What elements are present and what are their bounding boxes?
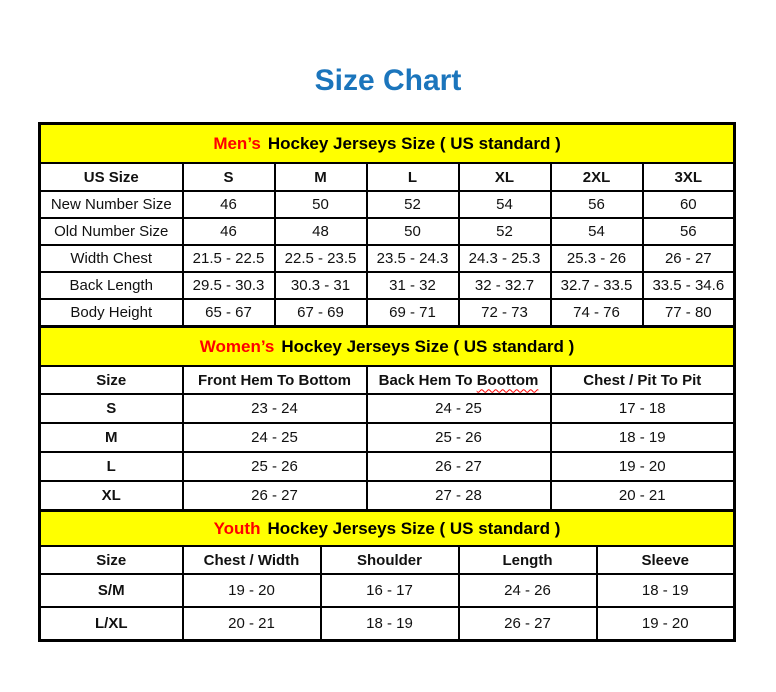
column-header-text: Back Hem To [378,371,473,389]
size-value-cell: 67 - 69 [275,299,367,327]
column-header: Chest / Width [183,546,321,574]
size-value-cell: 56 [551,191,643,218]
size-value-cell: 32.7 - 33.5 [551,272,643,299]
size-value-cell: 22.5 - 23.5 [275,245,367,272]
table-row [40,423,735,452]
size-value-cell: 48 [275,218,367,245]
size-value-cell: 72 - 73 [459,299,551,327]
womens-size-table [38,325,736,512]
size-value-cell: 20 - 21 [183,607,321,641]
column-header: S [183,163,275,191]
size-value-cell: 31 - 32 [367,272,459,299]
size-value-cell: 30.3 - 31 [275,272,367,299]
size-value-cell: 26 - 27 [643,245,735,272]
column-header: Shoulder [321,546,459,574]
mens-section-header [40,124,735,164]
youth-section-header [40,511,735,547]
size-value-cell: 26 - 27 [367,452,551,481]
youth-header-highlight: Youth [213,518,261,538]
row-label: New Number Size [40,191,183,218]
table-row [40,245,735,272]
size-value-cell: 16 - 17 [321,574,459,607]
mens-header-highlight: Men’s [213,133,261,153]
size-value-cell: 26 - 27 [183,481,367,511]
womens-header-text: Hockey Jerseys Size ( US standard ) [281,336,575,356]
size-tables-container [38,122,733,642]
size-value-cell: 25.3 - 26 [551,245,643,272]
size-value-cell: 19 - 20 [551,452,735,481]
table-row [40,452,735,481]
womens-section-header [40,327,735,367]
table-row [40,481,735,511]
size-value-cell: 54 [459,191,551,218]
column-header: XL [459,163,551,191]
size-value-cell: 19 - 20 [597,607,735,641]
youth-header-text: Hockey Jerseys Size ( US standard ) [267,518,561,538]
table-row [40,191,735,218]
table-row [40,272,735,299]
row-label: Back Length [40,272,183,299]
size-value-cell: 25 - 26 [367,423,551,452]
row-label: L/XL [40,607,183,641]
mens-header-text: Hockey Jerseys Size ( US standard ) [267,133,561,153]
row-label: Width Chest [40,245,183,272]
column-header: Size [40,546,183,574]
table-row [40,574,735,607]
row-label: S [40,394,183,423]
size-value-cell: 46 [183,191,275,218]
size-value-cell: 24 - 25 [367,394,551,423]
size-value-cell: 52 [459,218,551,245]
size-value-cell: 17 - 18 [551,394,735,423]
size-value-cell: 24 - 25 [183,423,367,452]
column-header: Front Hem To Bottom [183,366,367,394]
size-value-cell: 27 - 28 [367,481,551,511]
size-value-cell: 69 - 71 [367,299,459,327]
row-label: Old Number Size [40,218,183,245]
size-value-cell: 32 - 32.7 [459,272,551,299]
size-value-cell: 18 - 19 [551,423,735,452]
womens-section-header-row [40,327,735,367]
misspelled-word: Boottom [476,371,539,389]
column-header: Sleeve [597,546,735,574]
column-header: 2XL [551,163,643,191]
size-value-cell: 52 [367,191,459,218]
size-value-cell: 60 [643,191,735,218]
size-value-cell: 24 - 26 [459,574,597,607]
column-header: 3XL [643,163,735,191]
size-value-cell: 18 - 19 [597,574,735,607]
column-header: L [367,163,459,191]
mens-section-header-row [40,124,735,164]
column-header: US Size [40,163,183,191]
womens-header-highlight: Women’s [199,336,275,356]
size-value-cell: 50 [367,218,459,245]
row-label: XL [40,481,183,511]
size-value-cell: 54 [551,218,643,245]
row-label: Body Height [40,299,183,327]
youth-column-header-row [40,546,735,574]
column-header: Chest / Pit To Pit [551,366,735,394]
womens-column-header-row [40,366,735,394]
page-title: Size Chart [314,64,462,97]
size-value-cell: 50 [275,191,367,218]
column-header [367,366,551,394]
table-row [40,218,735,245]
table-row [40,607,735,641]
size-value-cell: 19 - 20 [183,574,321,607]
size-value-cell: 74 - 76 [551,299,643,327]
size-value-cell: 23.5 - 24.3 [367,245,459,272]
size-value-cell: 21.5 - 22.5 [183,245,275,272]
column-header: M [275,163,367,191]
size-value-cell: 18 - 19 [321,607,459,641]
table-row [40,299,735,327]
size-value-cell: 65 - 67 [183,299,275,327]
youth-size-table [38,509,736,642]
size-value-cell: 56 [643,218,735,245]
youth-section-header-row [40,511,735,547]
size-value-cell: 77 - 80 [643,299,735,327]
size-value-cell: 20 - 21 [551,481,735,511]
mens-column-header-row [40,163,735,191]
column-header: Size [40,366,183,394]
size-value-cell: 33.5 - 34.6 [643,272,735,299]
size-value-cell: 29.5 - 30.3 [183,272,275,299]
size-value-cell: 25 - 26 [183,452,367,481]
mens-size-table [38,122,736,328]
table-row [40,394,735,423]
size-value-cell: 46 [183,218,275,245]
column-header: Length [459,546,597,574]
size-value-cell: 26 - 27 [459,607,597,641]
size-value-cell: 23 - 24 [183,394,367,423]
row-label: M [40,423,183,452]
size-value-cell: 24.3 - 25.3 [459,245,551,272]
row-label: L [40,452,183,481]
row-label: S/M [40,574,183,607]
